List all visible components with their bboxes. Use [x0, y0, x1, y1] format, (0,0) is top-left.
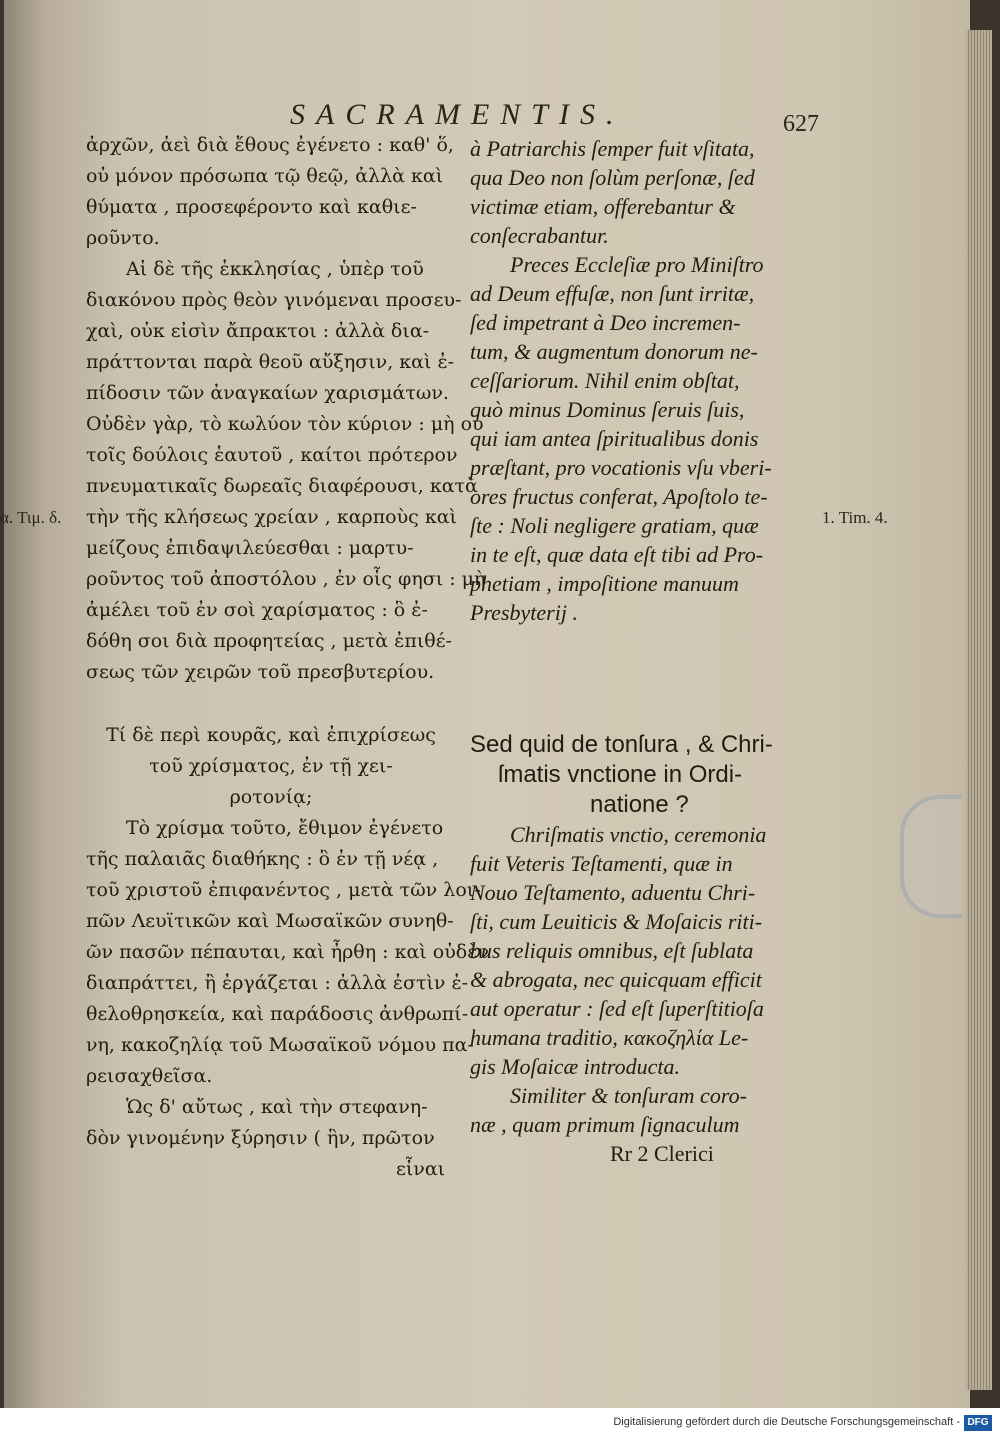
latin-line: Preces Eccleſiæ pro Miniſtro — [510, 252, 764, 277]
greek-heading-line: ροτονίᾳ; — [229, 786, 313, 808]
greek-line: πράττονται παρὰ θεοῦ αὔξησιν, καὶ ἐ- — [86, 351, 455, 373]
greek-line: σεως τῶν χειρῶν τοῦ πρεσβυτερίου. — [86, 661, 435, 683]
greek-line: πνευματικαῖς δωρεαῖς διαφέρουσι, κατὰ — [86, 475, 478, 497]
latin-line: bus reliquis omnibus, eſt ſublata — [470, 938, 754, 963]
latin-line: præſtant, pro vocationis vſu vberi- — [470, 455, 772, 480]
greek-line: διαπράττει, ἢ ἐργάζεται : ἀλλὰ ἐστὶν ἐ- — [86, 972, 469, 994]
greek-line: δὸν γινομένην ξύρησιν ( ἣν, πρῶτον — [86, 1127, 435, 1149]
latin-line: ſti, cum Leuiticis & Moſaicis riti- — [470, 909, 763, 934]
digitization-footer — [0, 1408, 1000, 1438]
latin-line: phetiam , impoſitione manuum — [470, 571, 739, 596]
greek-line: ρεισαχθεῖσα. — [86, 1065, 213, 1087]
latin-line: ceſſariorum. Nihil enim obſtat, — [470, 368, 740, 393]
catchword-greek: εἶναι — [396, 1158, 446, 1180]
latin-line: qua Deo non ſolùm perſonæ, ſed — [470, 165, 755, 190]
greek-heading-line: τοῦ χρίσματος, ἐν τῇ χει- — [149, 755, 393, 777]
dfg-logo: DFG — [964, 1415, 992, 1431]
funding-credit: Digitalisierung gefördert durch die Deutsche Forschungsgemeinschaft - — [613, 1416, 960, 1428]
latin-line: aut operatur : ſed eſt ſuperſtitioſa — [470, 996, 764, 1021]
margin-note-right: 1. Tim. 4. — [822, 508, 888, 527]
greek-line: τῆς παλαιᾶς διαθήκης : ὃ ἐν τῇ νέᾳ , — [86, 848, 439, 870]
greek-line: Οὐδὲν γὰρ, τὸ κωλύον τὸν κύριον : μὴ οὐ — [86, 413, 484, 435]
greek-line: νη, κακοζηλίᾳ τοῦ Μωσαϊκοῦ νόμου πα- — [86, 1034, 474, 1056]
latin-line: tum, & augmentum donorum ne- — [470, 339, 758, 364]
latin-heading-line: ſmatis vnctione in Ordi- — [498, 761, 743, 788]
signature-catchword: Rr 2 Clerici — [610, 1141, 714, 1166]
latin-line: quò minus Dominus ſeruis ſuis, — [470, 397, 745, 422]
greek-line: ροῦντος τοῦ ἀποστόλου , ἐν οἷς φησι : μὴ — [86, 568, 486, 590]
running-head: SACRAMENTIS. — [290, 98, 625, 131]
latin-line: in te eſt, quæ data eſt tibi ad Pro- — [470, 542, 764, 567]
greek-heading-line: Τί δὲ περὶ κουρᾶς, καὶ ἐπιχρίσεως — [106, 724, 436, 746]
latin-line: ſte : Noli negligere gratiam, quæ — [470, 513, 759, 538]
latin-line: ores fructus conferat, Apoſtolo te- — [470, 484, 768, 509]
greek-line: χαὶ, οὐκ εἰσὶν ἄπρακτοι : ἀλλὰ δια- — [86, 320, 430, 342]
greek-line: πίδοσιν τῶν ἀναγκαίων χαρισμάτων. — [86, 382, 449, 404]
greek-line: τοῦ χριστοῦ ἐπιφανέντος , μετὰ τῶν λοι- — [86, 879, 481, 901]
greek-line: ἀρχῶν, ἀεὶ διὰ ἔθους ἐγένετο : καθ' ὅ, — [86, 134, 454, 156]
latin-column-upper — [470, 134, 772, 627]
greek-line: μείζους ἐπιδαψιλεύεσθαι : μαρτυ- — [86, 537, 414, 559]
greek-line: διακόνου πρὸς θεὸν γινόμεναι προσευ- — [86, 289, 462, 311]
latin-column-lower — [470, 730, 773, 1168]
greek-line: Τὸ χρίσμα τοῦτο, ἔθιμον ἐγένετο — [126, 817, 444, 839]
greek-line: τὴν τῆς κλήσεως χρείαν , καρποὺς καὶ — [86, 506, 458, 528]
greek-line: ἀμέλει τοῦ ἐν σοὶ χαρίσματος : ὃ ἐ- — [86, 599, 428, 621]
greek-line: θελοθρησκεία, καὶ παράδοσις ἀνθρωπί- — [86, 1003, 469, 1025]
latin-line: næ , quam primum ſignaculum — [470, 1112, 740, 1137]
latin-line: Nouo Teſtamento, aduentu Chri- — [470, 880, 756, 905]
latin-line: Chriſmatis vnctio, ceremonia — [510, 822, 767, 847]
greek-line: Αἱ δὲ τῆς ἐκκλησίας , ὑπὲρ τοῦ — [126, 258, 424, 280]
latin-line: fuit Veteris Teſtamenti, quæ in — [470, 851, 733, 876]
paper-clip — [900, 795, 962, 918]
page-number: 627 — [783, 111, 819, 137]
latin-line: & abrogata, nec quicquam efficit — [470, 967, 762, 992]
latin-heading-line: natione ? — [590, 791, 689, 818]
greek-line: Ὡς δ' αὔτως , καὶ τὴν στεφανη- — [126, 1096, 428, 1118]
greek-column-upper — [86, 130, 485, 688]
latin-line: qui iam antea ſpiritualibus donis — [470, 426, 759, 451]
greek-line: δόθη σοι διὰ προφητείας , μετὰ ἐπιθέ- — [86, 630, 452, 652]
latin-line: Similiter & tonſuram coro- — [510, 1083, 747, 1108]
latin-line: Presbyterij . — [470, 600, 578, 625]
latin-heading-line: Sed quid de tonſura , & Chri- — [470, 731, 773, 758]
latin-line: gis Moſaicæ introducta. — [470, 1054, 681, 1079]
latin-line: conſecrabantur. — [470, 223, 609, 248]
greek-line: ῶν πασῶν πέπαυται, καὶ ἦρθη : καὶ οὐδὲν — [86, 941, 489, 963]
latin-line: ſed impetrant à Deo incremen- — [470, 310, 741, 335]
latin-line: humana traditio, κακοζηλία Le- — [470, 1025, 749, 1050]
page-edges — [966, 30, 992, 1390]
greek-line: οὐ μόνον πρόσωπα τῷ θεῷ, ἀλλὰ καὶ — [86, 165, 444, 187]
greek-line: θύματα , προσεφέροντο καὶ καθιε- — [86, 196, 417, 218]
greek-line: τοῖς δούλοις ἑαυτοῦ , καίτοι πρότερον — [86, 444, 458, 466]
greek-column-lower — [86, 720, 489, 1185]
greek-line: ροῦντο. — [86, 227, 160, 249]
latin-line: ad Deum effuſæ, non ſunt irritæ, — [470, 281, 755, 306]
latin-line: victimæ etiam, offerebantur & — [470, 194, 736, 219]
greek-line: πῶν Λευϊτικῶν καὶ Μωσαϊκῶν συνηθ- — [86, 910, 454, 932]
margin-note-left: α. Τιμ. δ. — [0, 508, 62, 527]
latin-line: à Patriarchis ſemper fuit vſitata, — [470, 136, 755, 161]
